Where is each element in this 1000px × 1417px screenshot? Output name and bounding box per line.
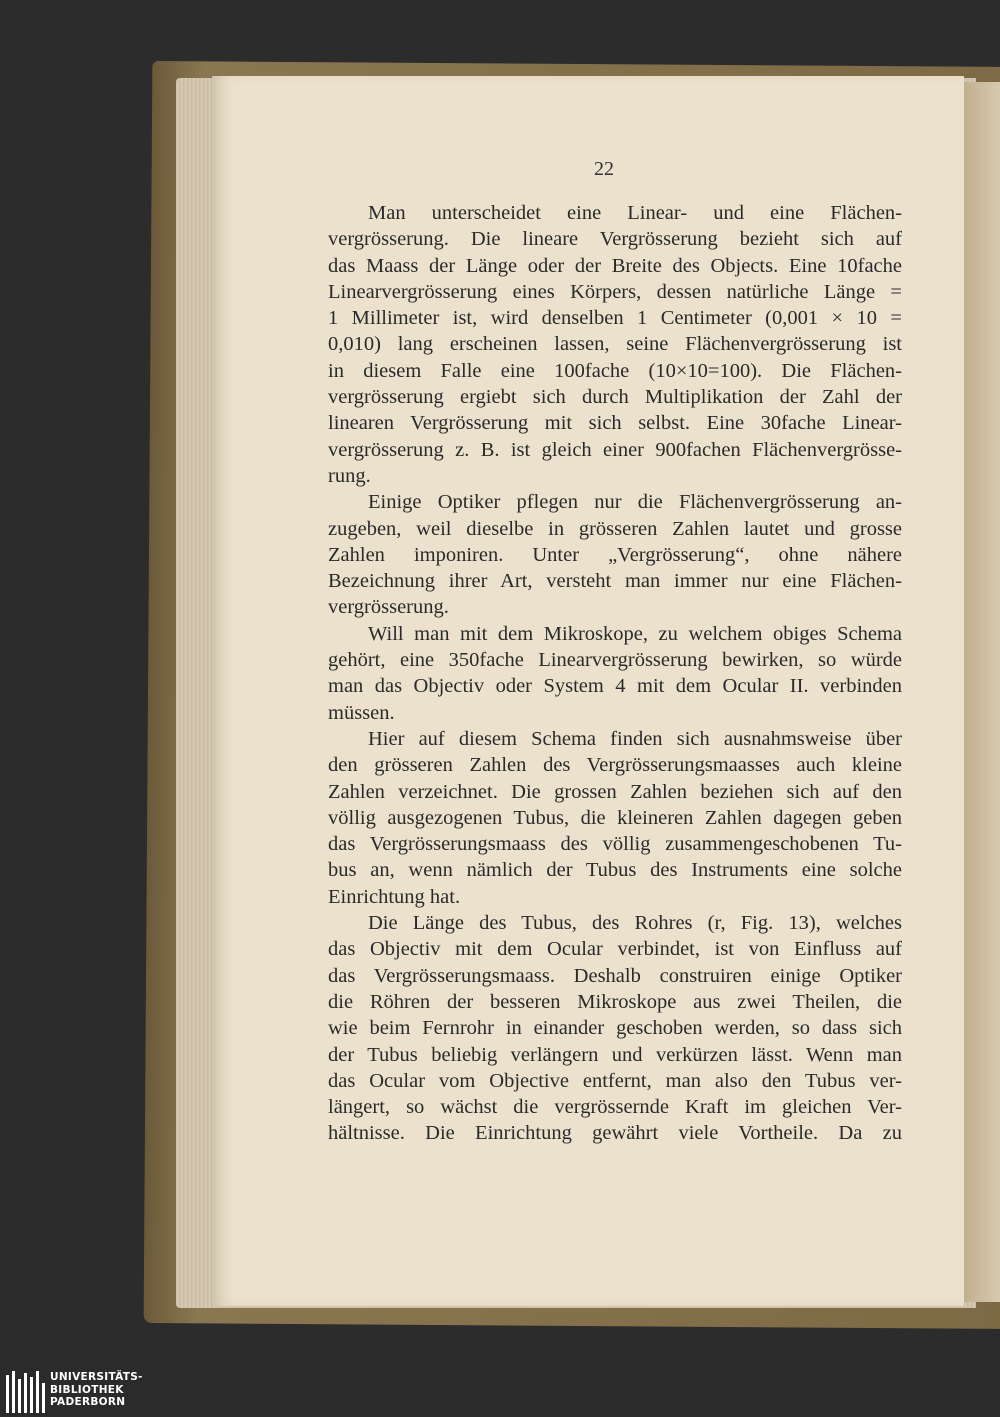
library-barcode-logo-icon [6, 1371, 46, 1413]
text-line: das Maass der Länge oder der Breite des Objects. Eine 10fache [328, 254, 902, 277]
page-number: 22 [594, 158, 614, 180]
text-line: das Vergrösserungsmaass. Deshalb construiren einige Optiker [328, 964, 902, 987]
text-line: Man unterscheidet eine Linear- und eine Flächen- [368, 202, 902, 224]
facing-page-edge [962, 82, 1000, 1302]
text-line: müssen. [328, 701, 395, 724]
text-line: Hier auf diesem Schema finden sich ausnahmsweise über [368, 727, 902, 750]
footer-bar [0, 1365, 1000, 1417]
text-line: linearen Vergrösserung mit sich selbst. Eine 30fache Linear- [328, 412, 902, 435]
text-line: Einrichtung hat. [328, 885, 461, 908]
text-line: vergrösserung. Die lineare Vergrösserung bezieht sich auf [328, 228, 902, 251]
text-line: rung. [328, 464, 371, 487]
text-line: das Vergrösserungsmaass des völlig zusammengeschobenen Tu- [328, 833, 902, 856]
text-line: die Röhren der besseren Mikroskope aus zwei Theilen, die [328, 990, 902, 1013]
text-line: Einige Optiker pflegen nur die Flächenvergrösserung an- [368, 491, 902, 514]
text-line: Linearvergrösserung eines Körpers, dessen natürliche Länge = [328, 280, 902, 303]
logo-line: PADERBORN [50, 1396, 126, 1408]
text-line: in diesem Falle eine 100fache (10×10=100). Die Flächen- [328, 359, 902, 382]
text-line: Zahlen imponiren. Unter „Vergrösserung“, ohne nähere [328, 543, 902, 566]
text-line: gehört, eine 350fache Linearvergrösserung bewirken, so würde [328, 649, 902, 672]
text-line: längert, so wächst die vergrössernde Kraft im gleichen Ver- [328, 1096, 902, 1119]
text-line: Will man mit dem Mikroskope, zu welchem obiges Schema [368, 622, 902, 645]
text-line: Zahlen verzeichnet. Die grossen Zahlen beziehen sich auf den [328, 780, 902, 803]
logo-line: UNIVERSITÄTS- [50, 1371, 143, 1383]
page-text [328, 200, 902, 1147]
text-line: zugeben, weil dieselbe in grösseren Zahlen lautet und grosse [328, 517, 902, 540]
text-line: 1 Millimeter ist, wird denselben 1 Centimeter (0,001 × 10 = [328, 307, 902, 330]
text-line: bus an, wenn nämlich der Tubus des Instruments eine solche [328, 859, 902, 882]
text-line: vergrösserung ergiebt sich durch Multiplikation der Zahl der [328, 386, 902, 409]
text-line: vergrösserung z. B. ist gleich einer 900fachen Flächenvergrösse- [328, 438, 902, 461]
library-logo-text [50, 1371, 143, 1409]
text-line: vergrösserung. [328, 596, 449, 619]
text-line: das Objectiv mit dem Ocular verbindet, ist von Einfluss auf [328, 938, 902, 961]
text-line: der Tubus beliebig verlängern und verkürzen lässt. Wenn man [328, 1043, 902, 1066]
text-line: den grösseren Zahlen des Vergrösserungsmaasses auch kleine [328, 754, 902, 777]
text-line: völlig ausgezogenen Tubus, die kleineren Zahlen dagegen geben [328, 806, 902, 829]
text-line: 0,010) lang erscheinen lassen, seine Flächenvergrösserung ist [328, 333, 902, 356]
text-line: Bezeichnung ihrer Art, versteht man immer nur eine Flächen- [328, 570, 902, 593]
logo-line: BIBLIOTHEK [50, 1383, 124, 1396]
text-line: Die Länge des Tubus, des Rohres (r, Fig. 13), welches [368, 912, 902, 935]
text-line: hältnisse. Die Einrichtung gewährt viele Vortheile. Da zu [328, 1122, 902, 1145]
text-line: das Ocular vom Objective entfernt, man also den Tubus ver- [328, 1069, 902, 1092]
text-line: man das Objectiv oder System 4 mit dem Ocular II. verbinden [328, 675, 902, 698]
text-line: wie beim Fernrohr in einander geschoben werden, so dass sich [328, 1017, 902, 1040]
